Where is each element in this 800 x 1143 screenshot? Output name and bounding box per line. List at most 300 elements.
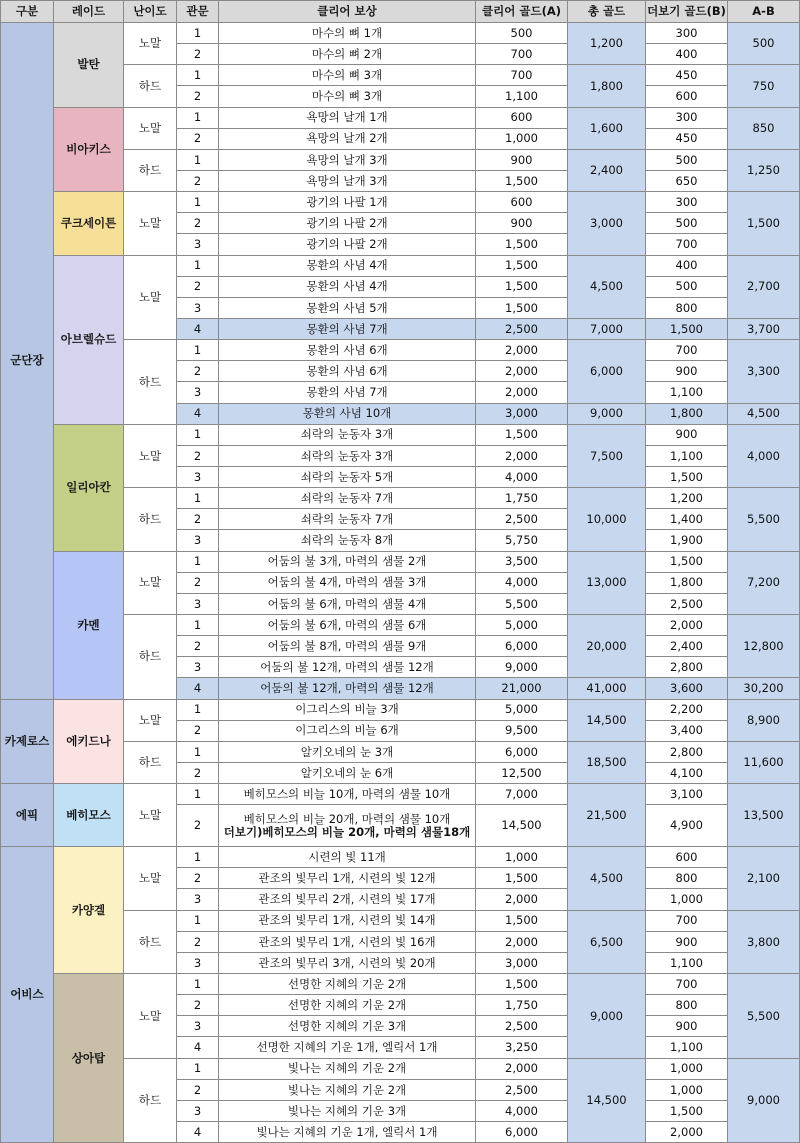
clear-gold-cell: 1,100 xyxy=(476,86,568,107)
more-gold-cell: 300 xyxy=(646,192,728,213)
a-minus-b-cell: 850 xyxy=(728,107,800,149)
total-gold-cell: 4,500 xyxy=(568,847,646,910)
gate-cell: 4 xyxy=(177,318,219,339)
more-gold-cell: 1,900 xyxy=(646,530,728,551)
a-minus-b-cell: 2,700 xyxy=(728,255,800,318)
total-gold-cell: 18,500 xyxy=(568,741,646,783)
total-gold-cell: 7,500 xyxy=(568,424,646,487)
gate-cell: 1 xyxy=(177,614,219,635)
reward-cell: 몽환의 사념 6개 xyxy=(219,340,476,361)
difficulty-cell: 노말 xyxy=(124,255,177,340)
raid-cell: 베히모스 xyxy=(54,784,124,847)
table-row xyxy=(1,255,800,276)
reward-cell: 몽환의 사념 7개 xyxy=(219,382,476,403)
more-gold-cell: 450 xyxy=(646,65,728,86)
more-gold-cell: 300 xyxy=(646,23,728,44)
gate-cell: 1 xyxy=(177,23,219,44)
total-gold-cell: 4,500 xyxy=(568,255,646,318)
clear-gold-cell: 2,000 xyxy=(476,889,568,910)
more-gold-cell: 1,500 xyxy=(646,466,728,487)
gate-cell: 1 xyxy=(177,424,219,445)
gate-cell: 4 xyxy=(177,1122,219,1143)
total-gold-cell: 20,000 xyxy=(568,614,646,677)
gate-cell: 1 xyxy=(177,847,219,868)
reward-cell: 쇠락의 눈동자 3개 xyxy=(219,445,476,466)
reward-cell: 관조의 빛무리 1개, 시련의 빛 14개 xyxy=(219,910,476,931)
total-gold-cell: 1,200 xyxy=(568,23,646,65)
clear-gold-cell: 2,000 xyxy=(476,1058,568,1079)
reward-cell: 욕망의 날개 3개 xyxy=(219,170,476,191)
clear-gold-cell: 1,500 xyxy=(476,255,568,276)
gate-cell: 2 xyxy=(177,572,219,593)
clear-gold-cell: 3,000 xyxy=(476,952,568,973)
gate-cell: 2 xyxy=(177,720,219,741)
header-gate: 관문 xyxy=(177,1,219,23)
clear-gold-cell: 1,500 xyxy=(476,424,568,445)
difficulty-cell: 하드 xyxy=(124,488,177,551)
more-gold-cell: 2,800 xyxy=(646,657,728,678)
reward-cell: 몽환의 사념 6개 xyxy=(219,361,476,382)
total-gold-cell: 7,000 xyxy=(568,318,646,339)
header-reward: 클리어 보상 xyxy=(219,1,476,23)
raid-cell: 발탄 xyxy=(54,23,124,108)
total-gold-cell: 6,500 xyxy=(568,910,646,973)
raid-cell: 상아탑 xyxy=(54,974,124,1143)
a-minus-b-cell: 13,500 xyxy=(728,784,800,847)
a-minus-b-cell: 30,200 xyxy=(728,678,800,699)
table-row xyxy=(1,784,800,805)
more-gold-cell: 2,000 xyxy=(646,614,728,635)
clear-gold-cell: 1,500 xyxy=(476,910,568,931)
clear-gold-cell: 2,000 xyxy=(476,445,568,466)
gate-cell: 2 xyxy=(177,1079,219,1100)
more-gold-cell: 1,000 xyxy=(646,1058,728,1079)
gate-cell: 1 xyxy=(177,255,219,276)
a-minus-b-cell: 8,900 xyxy=(728,699,800,741)
reward-cell: 베히모스의 비늘 10개, 마력의 샘물 10개 xyxy=(219,784,476,805)
more-gold-cell: 1,000 xyxy=(646,889,728,910)
clear-gold-cell: 1,500 xyxy=(476,974,568,995)
a-minus-b-cell: 12,800 xyxy=(728,614,800,677)
reward-cell: 쇠락의 눈동자 8개 xyxy=(219,530,476,551)
gate-cell: 4 xyxy=(177,1037,219,1058)
more-gold-cell: 1,500 xyxy=(646,318,728,339)
difficulty-cell: 노말 xyxy=(124,551,177,614)
total-gold-cell: 1,600 xyxy=(568,107,646,149)
reward-cell: 몽환의 사념 7개 xyxy=(219,318,476,339)
gate-cell: 1 xyxy=(177,741,219,762)
clear-gold-cell: 2,000 xyxy=(476,382,568,403)
clear-gold-cell: 6,000 xyxy=(476,636,568,657)
gate-cell: 1 xyxy=(177,192,219,213)
reward-cell: 마수의 뼈 3개 xyxy=(219,65,476,86)
gate-cell: 2 xyxy=(177,762,219,783)
clear-gold-cell: 1,500 xyxy=(476,276,568,297)
a-minus-b-cell: 9,000 xyxy=(728,1058,800,1143)
gate-cell: 3 xyxy=(177,1100,219,1121)
header-category: 구분 xyxy=(1,1,54,23)
more-gold-cell: 900 xyxy=(646,361,728,382)
gate-cell: 2 xyxy=(177,636,219,657)
more-gold-cell: 2,400 xyxy=(646,636,728,657)
reward-cell: 빛나는 지혜의 기운 1개, 엘릭서 1개 xyxy=(219,1122,476,1143)
more-gold-cell: 2,500 xyxy=(646,593,728,614)
difficulty-cell: 노말 xyxy=(124,847,177,910)
table-row xyxy=(1,974,800,995)
reward-cell: 어둠의 불 6개, 마력의 샘물 6개 xyxy=(219,614,476,635)
gate-cell: 2 xyxy=(177,931,219,952)
reward-cell: 이그리스의 비늘 6개 xyxy=(219,720,476,741)
reward-cell: 욕망의 날개 1개 xyxy=(219,107,476,128)
more-gold-cell: 800 xyxy=(646,995,728,1016)
total-gold-cell: 14,500 xyxy=(568,699,646,741)
gate-cell: 1 xyxy=(177,699,219,720)
total-gold-cell: 2,400 xyxy=(568,149,646,191)
gate-cell: 2 xyxy=(177,805,219,847)
a-minus-b-cell: 750 xyxy=(728,65,800,107)
gate-cell: 1 xyxy=(177,784,219,805)
section-cell: 에픽 xyxy=(1,784,54,847)
section-cell: 카제로스 xyxy=(1,699,54,784)
total-gold-cell: 41,000 xyxy=(568,678,646,699)
a-minus-b-cell: 1,250 xyxy=(728,149,800,191)
clear-gold-cell: 1,750 xyxy=(476,488,568,509)
reward-more-line: 더보기)베히모스의 비늘 20개, 마력의 샘물18개 xyxy=(223,824,471,839)
gate-cell: 1 xyxy=(177,488,219,509)
reward-cell: 관조의 빛무리 1개, 시련의 빛 12개 xyxy=(219,868,476,889)
reward-cell: 선명한 지혜의 기운 2개 xyxy=(219,974,476,995)
gate-cell: 1 xyxy=(177,107,219,128)
more-gold-cell: 3,600 xyxy=(646,678,728,699)
reward-cell: 욕망의 날개 2개 xyxy=(219,128,476,149)
gate-cell: 2 xyxy=(177,86,219,107)
total-gold-cell: 13,000 xyxy=(568,551,646,614)
more-gold-cell: 1,500 xyxy=(646,551,728,572)
more-gold-cell: 4,100 xyxy=(646,762,728,783)
reward-cell: 어둠의 불 6개, 마력의 샘물 4개 xyxy=(219,593,476,614)
more-gold-cell: 600 xyxy=(646,86,728,107)
reward-cell: 쇠락의 눈동자 7개 xyxy=(219,488,476,509)
gate-cell: 2 xyxy=(177,170,219,191)
gate-cell: 1 xyxy=(177,340,219,361)
more-gold-cell: 1,100 xyxy=(646,382,728,403)
clear-gold-cell: 4,000 xyxy=(476,466,568,487)
clear-gold-cell: 1,000 xyxy=(476,128,568,149)
table-row xyxy=(1,192,800,213)
table-row xyxy=(1,699,800,720)
a-minus-b-cell: 5,500 xyxy=(728,488,800,551)
table-row xyxy=(1,424,800,445)
more-gold-cell: 500 xyxy=(646,276,728,297)
gate-cell: 3 xyxy=(177,382,219,403)
clear-gold-cell: 1,500 xyxy=(476,170,568,191)
total-gold-cell: 9,000 xyxy=(568,403,646,424)
raid-cell: 쿠크세이튼 xyxy=(54,192,124,255)
raid-cell: 카양겔 xyxy=(54,847,124,974)
more-gold-cell: 1,400 xyxy=(646,509,728,530)
difficulty-cell: 노말 xyxy=(124,23,177,65)
header-raid: 레이드 xyxy=(54,1,124,23)
reward-cell: 광기의 나팔 1개 xyxy=(219,192,476,213)
reward-cell: 선명한 지혜의 기운 3개 xyxy=(219,1016,476,1037)
gate-cell: 1 xyxy=(177,65,219,86)
total-gold-cell: 6,000 xyxy=(568,340,646,403)
difficulty-cell: 하드 xyxy=(124,741,177,783)
clear-gold-cell: 1,000 xyxy=(476,847,568,868)
clear-gold-cell: 5,000 xyxy=(476,614,568,635)
reward-cell: 몽환의 사념 5개 xyxy=(219,297,476,318)
gate-cell: 3 xyxy=(177,889,219,910)
more-gold-cell: 3,100 xyxy=(646,784,728,805)
clear-gold-cell: 5,000 xyxy=(476,699,568,720)
gate-cell: 2 xyxy=(177,276,219,297)
clear-gold-cell: 500 xyxy=(476,23,568,44)
reward-cell: 선명한 지혜의 기운 2개 xyxy=(219,995,476,1016)
more-gold-cell: 1,000 xyxy=(646,1079,728,1100)
gate-cell: 3 xyxy=(177,657,219,678)
reward-cell: 광기의 나팔 2개 xyxy=(219,234,476,255)
header-clear-gold: 클리어 골드(A) xyxy=(476,1,568,23)
clear-gold-cell: 2,000 xyxy=(476,361,568,382)
clear-gold-cell: 2,000 xyxy=(476,340,568,361)
difficulty-cell: 하드 xyxy=(124,65,177,107)
difficulty-cell: 하드 xyxy=(124,149,177,191)
gate-cell: 3 xyxy=(177,297,219,318)
reward-cell xyxy=(219,805,476,847)
raid-cell: 일리아칸 xyxy=(54,424,124,551)
difficulty-cell: 노말 xyxy=(124,424,177,487)
more-gold-cell: 800 xyxy=(646,297,728,318)
reward-cell: 어둠의 불 4개, 마력의 샘물 3개 xyxy=(219,572,476,593)
reward-cell: 선명한 지혜의 기운 1개, 엘릭서 1개 xyxy=(219,1037,476,1058)
gate-cell: 3 xyxy=(177,1016,219,1037)
more-gold-cell: 300 xyxy=(646,107,728,128)
clear-gold-cell: 9,000 xyxy=(476,657,568,678)
clear-gold-cell: 900 xyxy=(476,213,568,234)
reward-cell: 어둠의 불 8개, 마력의 샘물 9개 xyxy=(219,636,476,657)
gate-cell: 2 xyxy=(177,128,219,149)
more-gold-cell: 900 xyxy=(646,931,728,952)
a-minus-b-cell: 11,600 xyxy=(728,741,800,783)
header-a-minus-b: A-B xyxy=(728,1,800,23)
total-gold-cell: 9,000 xyxy=(568,974,646,1059)
reward-cell: 쇠락의 눈동자 7개 xyxy=(219,509,476,530)
reward-cell: 관조의 빛무리 2개, 시련의 빛 17개 xyxy=(219,889,476,910)
table-row xyxy=(1,107,800,128)
a-minus-b-cell: 4,500 xyxy=(728,403,800,424)
header-difficulty: 난이도 xyxy=(124,1,177,23)
gate-cell: 2 xyxy=(177,995,219,1016)
clear-gold-cell: 1,750 xyxy=(476,995,568,1016)
gate-cell: 1 xyxy=(177,149,219,170)
clear-gold-cell: 2,500 xyxy=(476,1079,568,1100)
difficulty-cell: 하드 xyxy=(124,1058,177,1143)
gate-cell: 4 xyxy=(177,678,219,699)
a-minus-b-cell: 1,500 xyxy=(728,192,800,255)
more-gold-cell: 4,900 xyxy=(646,805,728,847)
clear-gold-cell: 3,500 xyxy=(476,551,568,572)
a-minus-b-cell: 4,000 xyxy=(728,424,800,487)
more-gold-cell: 500 xyxy=(646,149,728,170)
reward-cell: 이그리스의 비늘 3개 xyxy=(219,699,476,720)
more-gold-cell: 1,100 xyxy=(646,1037,728,1058)
clear-gold-cell: 5,750 xyxy=(476,530,568,551)
raid-cell: 에키드나 xyxy=(54,699,124,784)
clear-gold-cell: 4,000 xyxy=(476,572,568,593)
reward-cell: 알키오네의 눈 6개 xyxy=(219,762,476,783)
clear-gold-cell: 1,500 xyxy=(476,868,568,889)
more-gold-cell: 1,100 xyxy=(646,445,728,466)
reward-cell: 쇠락의 눈동자 3개 xyxy=(219,424,476,445)
clear-gold-cell: 9,500 xyxy=(476,720,568,741)
clear-gold-cell: 6,000 xyxy=(476,1122,568,1143)
gate-cell: 4 xyxy=(177,403,219,424)
difficulty-cell: 노말 xyxy=(124,784,177,847)
clear-gold-cell: 4,000 xyxy=(476,1100,568,1121)
clear-gold-cell: 2,500 xyxy=(476,318,568,339)
reward-cell: 마수의 뼈 2개 xyxy=(219,44,476,65)
section-cell: 어비스 xyxy=(1,847,54,1143)
difficulty-cell: 노말 xyxy=(124,699,177,741)
more-gold-cell: 1,200 xyxy=(646,488,728,509)
header-total-gold: 총 골드 xyxy=(568,1,646,23)
more-gold-cell: 700 xyxy=(646,340,728,361)
raid-cell: 아브렐슈드 xyxy=(54,255,124,424)
total-gold-cell: 1,800 xyxy=(568,65,646,107)
total-gold-cell: 21,500 xyxy=(568,784,646,847)
raid-cell: 카멘 xyxy=(54,551,124,699)
a-minus-b-cell: 2,100 xyxy=(728,847,800,910)
gate-cell: 2 xyxy=(177,213,219,234)
gate-cell: 2 xyxy=(177,445,219,466)
clear-gold-cell: 14,500 xyxy=(476,805,568,847)
a-minus-b-cell: 3,300 xyxy=(728,340,800,403)
reward-cell: 어둠의 불 12개, 마력의 샘물 12개 xyxy=(219,678,476,699)
reward-cell: 시련의 빛 11개 xyxy=(219,847,476,868)
clear-gold-cell: 21,000 xyxy=(476,678,568,699)
clear-gold-cell: 700 xyxy=(476,44,568,65)
difficulty-cell: 노말 xyxy=(124,107,177,149)
reward-cell: 관조의 빛무리 1개, 시련의 빛 16개 xyxy=(219,931,476,952)
total-gold-cell: 3,000 xyxy=(568,192,646,255)
gate-cell: 3 xyxy=(177,466,219,487)
more-gold-cell: 400 xyxy=(646,44,728,65)
more-gold-cell: 450 xyxy=(646,128,728,149)
reward-cell: 쇠락의 눈동자 5개 xyxy=(219,466,476,487)
gate-cell: 3 xyxy=(177,952,219,973)
reward-cell: 빛나는 지혜의 기운 2개 xyxy=(219,1079,476,1100)
total-gold-cell: 10,000 xyxy=(568,488,646,551)
more-gold-cell: 600 xyxy=(646,847,728,868)
more-gold-cell: 2,200 xyxy=(646,699,728,720)
more-gold-cell: 400 xyxy=(646,255,728,276)
table-row xyxy=(1,847,800,868)
a-minus-b-cell: 7,200 xyxy=(728,551,800,614)
more-gold-cell: 2,000 xyxy=(646,1122,728,1143)
gate-cell: 2 xyxy=(177,44,219,65)
more-gold-cell: 1,800 xyxy=(646,572,728,593)
header-more-gold: 더보기 골드(B) xyxy=(646,1,728,23)
clear-gold-cell: 900 xyxy=(476,149,568,170)
difficulty-cell: 하드 xyxy=(124,614,177,699)
clear-gold-cell: 7,000 xyxy=(476,784,568,805)
difficulty-cell: 하드 xyxy=(124,340,177,425)
clear-gold-cell: 600 xyxy=(476,192,568,213)
reward-cell: 마수의 뼈 3개 xyxy=(219,86,476,107)
clear-gold-cell: 3,000 xyxy=(476,403,568,424)
header-row xyxy=(1,1,800,23)
gate-cell: 1 xyxy=(177,1058,219,1079)
clear-gold-cell: 5,500 xyxy=(476,593,568,614)
difficulty-cell: 노말 xyxy=(124,974,177,1059)
reward-cell: 어둠의 불 12개, 마력의 샘물 12개 xyxy=(219,657,476,678)
more-gold-cell: 500 xyxy=(646,213,728,234)
reward-cell: 욕망의 날개 3개 xyxy=(219,149,476,170)
more-gold-cell: 1,100 xyxy=(646,952,728,973)
table-row xyxy=(1,23,800,44)
gate-cell: 3 xyxy=(177,234,219,255)
more-gold-cell: 900 xyxy=(646,1016,728,1037)
gate-cell: 3 xyxy=(177,593,219,614)
gate-cell: 3 xyxy=(177,530,219,551)
gate-cell: 2 xyxy=(177,509,219,530)
clear-gold-cell: 1,500 xyxy=(476,297,568,318)
reward-line: 베히모스의 비늘 20개, 마력의 샘물 10개 xyxy=(243,812,451,827)
more-gold-cell: 650 xyxy=(646,170,728,191)
more-gold-cell: 700 xyxy=(646,910,728,931)
raid-cell: 비아키스 xyxy=(54,107,124,192)
clear-gold-cell: 12,500 xyxy=(476,762,568,783)
a-minus-b-cell: 500 xyxy=(728,23,800,65)
more-gold-cell: 2,800 xyxy=(646,741,728,762)
a-minus-b-cell: 3,700 xyxy=(728,318,800,339)
clear-gold-cell: 2,500 xyxy=(476,1016,568,1037)
gate-cell: 1 xyxy=(177,910,219,931)
more-gold-cell: 1,800 xyxy=(646,403,728,424)
table-row xyxy=(1,551,800,572)
more-gold-cell: 700 xyxy=(646,234,728,255)
gate-cell: 2 xyxy=(177,361,219,382)
clear-gold-cell: 1,500 xyxy=(476,234,568,255)
clear-gold-cell: 2,500 xyxy=(476,509,568,530)
reward-cell: 알키오네의 눈 3개 xyxy=(219,741,476,762)
more-gold-cell: 3,400 xyxy=(646,720,728,741)
section-cell: 군단장 xyxy=(1,23,54,700)
clear-gold-cell: 600 xyxy=(476,107,568,128)
difficulty-cell: 하드 xyxy=(124,910,177,973)
a-minus-b-cell: 3,800 xyxy=(728,910,800,973)
reward-cell: 빛나는 지혜의 기운 2개 xyxy=(219,1058,476,1079)
reward-cell: 마수의 뼈 1개 xyxy=(219,23,476,44)
reward-cell: 광기의 나팔 2개 xyxy=(219,213,476,234)
clear-gold-cell: 3,250 xyxy=(476,1037,568,1058)
difficulty-cell: 노말 xyxy=(124,192,177,255)
total-gold-cell: 14,500 xyxy=(568,1058,646,1143)
reward-cell: 관조의 빛무리 3개, 시련의 빛 20개 xyxy=(219,952,476,973)
reward-cell: 몽환의 사념 4개 xyxy=(219,276,476,297)
a-minus-b-cell: 5,500 xyxy=(728,974,800,1059)
more-gold-cell: 700 xyxy=(646,974,728,995)
gate-cell: 1 xyxy=(177,551,219,572)
more-gold-cell: 900 xyxy=(646,424,728,445)
reward-cell: 빛나는 지혜의 기운 3개 xyxy=(219,1100,476,1121)
gate-cell: 2 xyxy=(177,868,219,889)
reward-cell: 몽환의 사념 10개 xyxy=(219,403,476,424)
clear-gold-cell: 2,000 xyxy=(476,931,568,952)
more-gold-cell: 800 xyxy=(646,868,728,889)
reward-cell: 어둠의 불 3개, 마력의 샘물 2개 xyxy=(219,551,476,572)
more-gold-cell: 1,500 xyxy=(646,1100,728,1121)
